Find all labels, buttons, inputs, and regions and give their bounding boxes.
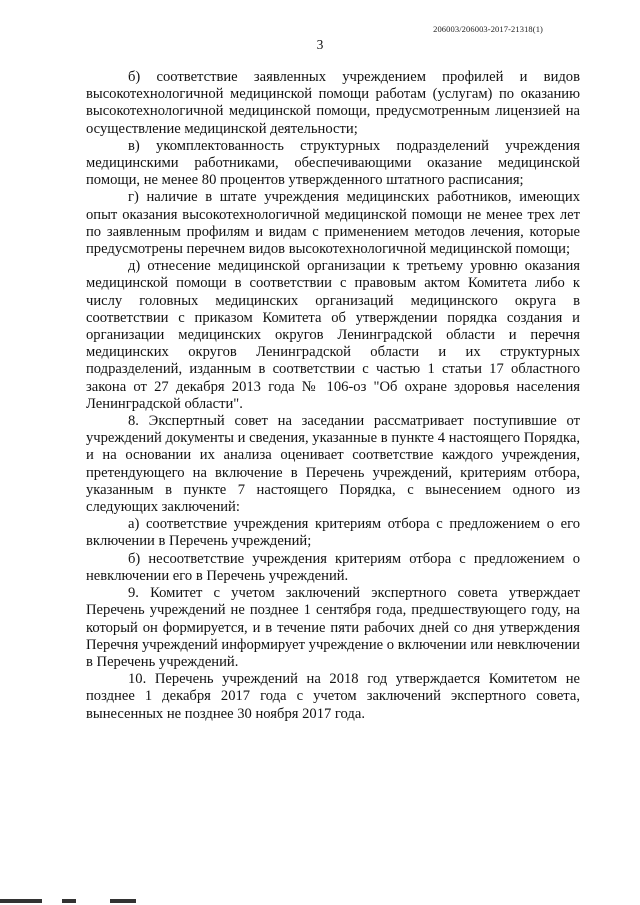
paragraph-criterion-d: д) отнесение медицинской организации к третьему уровню оказания медицинской помощи в соответствии с правовым актом Комитета либо к числу головных медицинских организаций медицинского округа в соответствии с приказом Комитета об утверждении порядка создания и организации медицинских округов Ленинградской области и перечня медицинских округов Ленинградской области и их структурных подразделений, изданным в соответствии с частью 1 статьи 17 областного закона от 27 декабря 2013 года № 106-оз "Об охране здоровья населения Ленинградской области". — [86, 258, 580, 412]
scan-mark — [110, 899, 136, 903]
document-body — [86, 69, 580, 723]
paragraph-item-8: 8. Экспертный совет на заседании рассматривает поступившие от учреждений документы и сведения, указанные в пункте 4 настоящего Порядка, и на основании их анализа оценивает соответствие каждого учреждения, претендующего на включение в Перечень учреждений, критериям отбора, указанным в пункте 7 настоящего Порядка, с вынесением одного из следующих заключений: — [86, 413, 580, 516]
scan-mark — [0, 899, 42, 903]
document-id: 206003/206003-2017-21318(1) — [433, 24, 543, 34]
paragraph-item-10: 10. Перечень учреждений на 2018 год утверждается Комитетом не позднее 1 декабря 2017 года с учетом заключений экспертного совета, вынесенных не позднее 30 ноября 2017 года. — [86, 671, 580, 722]
paragraph-criterion-g: г) наличие в штате учреждения медицинских работников, имеющих опыт оказания высокотехнологичной медицинской помощи не менее трех лет по заявленным профилям и видам с применением методов лечения, которые предусмотрены перечнем видов высокотехнологичной медицинской помощи; — [86, 189, 580, 258]
scan-mark — [62, 899, 76, 903]
paragraph-conclusion-b: б) несоответствие учреждения критериям отбора с предложением о невключении его в Перечень учреждений. — [86, 550, 580, 584]
scan-edge-marks — [0, 899, 640, 905]
paragraph-item-9: 9. Комитет с учетом заключений экспертного совета утверждает Перечень учреждений не позднее 1 сентября года, предшествующего году, на который он формируется, и в течение пяти рабочих дней со дня утверждения Перечня учреждений информирует учреждение о включении или невключении в Перечень учреждений. — [86, 585, 580, 670]
paragraph-criterion-v: в) укомплектованность структурных подразделений учреждения медицинскими работниками, обеспечивающими оказание медицинской помощи, не менее 80 процентов утвержденного штатного расписания; — [86, 137, 580, 189]
page-number: 3 — [316, 37, 324, 52]
paragraph-criterion-b: б) соответствие заявленных учреждением профилей и видов высокотехнологичной медицинской помощи работам (услугам) по оказанию высокотехнологичной медицинской помощи, предусмотренным лицензией на осуществление медицинской деятельности; — [86, 69, 580, 137]
paragraph-conclusion-a: а) соответствие учреждения критериям отбора с предложением о его включении в Перечень учреждений; — [86, 516, 580, 550]
